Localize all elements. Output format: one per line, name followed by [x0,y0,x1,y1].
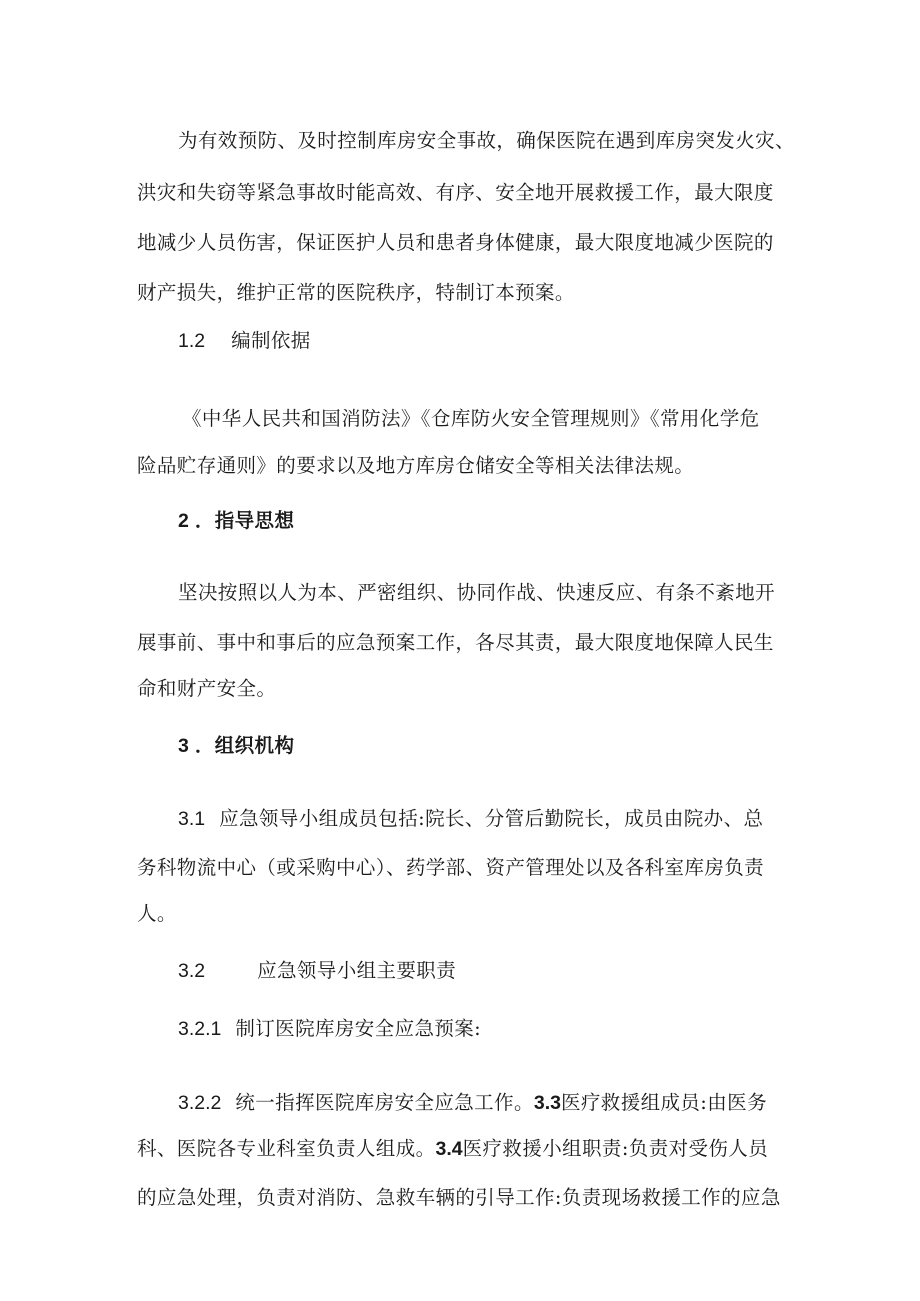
section-number: 3 [178,735,189,757]
section-title: ．指导思想 [194,509,295,532]
section-3-1-line-3: 人。 [137,902,177,925]
basis-line-2: 险品贮存通则》的要求以及地方库房仓储安全等相关法律法规。 [137,454,695,477]
guiding-line-1: 坚决按照以人为本、严密组织、协同作战、快速反应、有条不紊地开 [178,581,776,604]
intro-line-3: 地减少人员伤害，保证医护人员和患者身体健康，最大限度地减少医院的 [137,231,774,254]
section-1-2-heading [178,328,311,354]
section-3-2-2-line-2 [137,1136,768,1162]
basis-line-1: 《中华人民共和国消防法》《仓库防火安全管理规则》《常用化学危 [182,407,760,430]
section-3-2-1 [178,1016,481,1042]
section-3-2-2-line-1 [178,1090,767,1116]
section-text: 统一指挥医院库房安全应急工作。 [235,1091,534,1114]
section-number: 3.2 [178,960,206,982]
guiding-line-2: 展事前、事中和事后的应急预案工作，各尽其责，最大限度地保障人民生 [137,631,774,654]
section-number: 3.2.1 [178,1018,222,1040]
section-title: ．组织机构 [194,734,295,757]
section-number: 3.2.2 [178,1092,222,1114]
section-text: 医疗救援小组职责:负责对受伤人员 [462,1137,769,1160]
section-number: 2 [178,510,189,532]
section-text: 应急领导小组成员包括:院长、分管后勤院长，成员由院办、总 [219,807,764,830]
section-title: 应急领导小组主要职责 [257,959,457,982]
section-text: 医疗救援组成员:由医务 [561,1091,767,1114]
section-2-heading [178,508,294,534]
section-3-1-line-1 [178,806,763,832]
intro-line-2: 洪灾和失窃等紧急事故时能高效、有序、安全地开展救援工作，最大限度 [137,181,774,204]
section-text: 科、医院各专业科室负责人组成。 [137,1137,436,1160]
section-3-2-2-line-3: 的应急处理，负责对消防、急救车辆的引导工作:负责现场救援工作的应急 [137,1186,781,1209]
section-3-heading [178,733,294,759]
section-3-2-heading [178,958,456,984]
inline-section-number: 3.4 [435,1138,463,1160]
intro-line-1: 为有效预防、及时控制库房安全事故，确保医院在遇到库房突发火灾、 [178,129,795,152]
section-3-1-line-2: 务科物流中心（或采购中心）、药学部、资产管理处以及各科室库房负责 [137,856,765,879]
section-number: 1.2 [178,330,206,352]
inline-section-number: 3.3 [533,1092,561,1114]
section-number: 3.1 [178,808,206,830]
guiding-line-3: 命和财产安全。 [137,677,277,700]
section-text: 制订医院库房安全应急预案: [235,1017,482,1040]
intro-line-4: 财产损失，维护正常的医院秩序，特制订本预案。 [137,281,575,304]
section-title: 编制依据 [231,329,311,352]
